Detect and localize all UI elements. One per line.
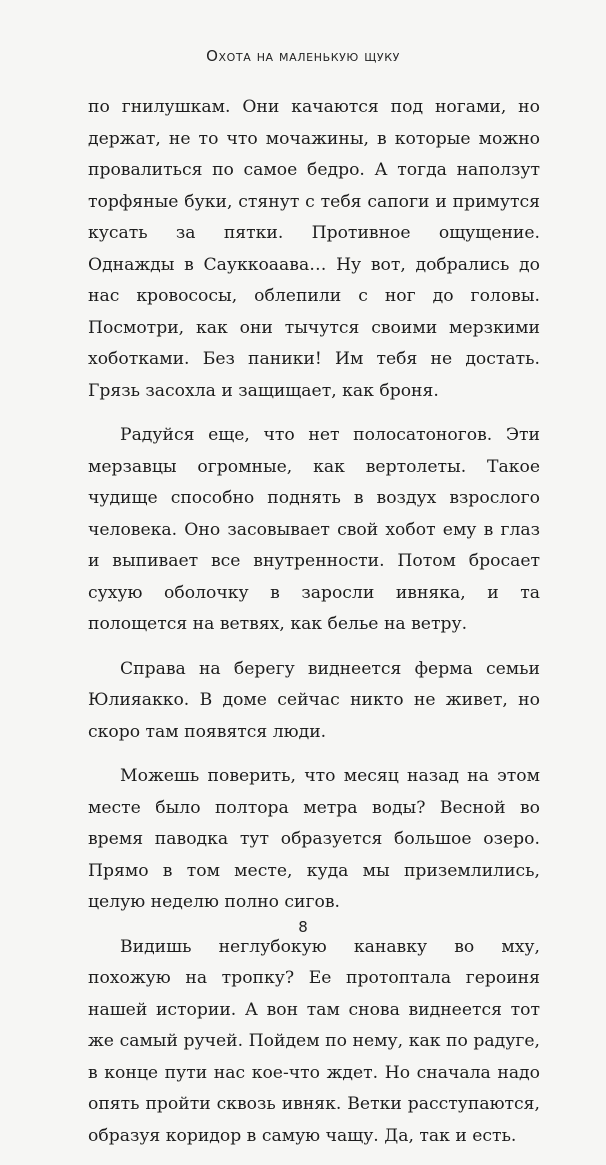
paragraph-1: по гнилушкам. Они качаются под ногами, но держат, не то что мочажины, в которые можно провалиться по самое бедро. А тогда наползут торфяные буки, стянут с тебя сапоги и примутся кусать за пятки. Противное ощущение. Однажды в Сауккоаава… Ну вот, добрались до нас кровососы, облепили с ног до головы. Посмотри, как они тычутся своими мерзкими хоботками. Без паники! Им тебя не достать. Грязь засохла и защищает, как броня. (88, 97, 540, 401)
body-text (88, 92, 540, 1165)
paragraph-2: Радуйся еще, что нет полосатоногов. Эти мерзавцы огромные, как вертолеты. Такое чудище способно поднять в воздух взрослого человека. Оно засовывает свой хобот ему в глаз и выпивает все внутренности. Потом бросает сухую оболочку в заросли ивняка, и та полощется на ветвях, как белье на ветру. (88, 425, 540, 634)
paragraph-5: Видишь неглубокую канавку во мху, похожую на тропку? Ее протоптала героиня нашей истории. А вон там снова виднеется тот же самый ручей. Пойдем по нему, как по радуге, в конце пути нас кое-что ждет. Но сначала надо опять пройти сквозь ивняк. Ветки расступаются, образуя коридор в самую чащу. Да, так и есть. (88, 936, 540, 1146)
running-header: Охота на маленькую щуку (206, 47, 400, 65)
paragraph-3: Справа на берегу виднеется ферма семьи Юлияакко. В доме сейчас никто не живет, но скоро там появятся люди. (88, 658, 540, 742)
page-number: 8 (298, 918, 308, 936)
paragraph-4: Можешь поверить, что месяц назад на этом месте было полтора метра воды? Весной во время паводка тут образуется большое озеро. Прямо в том месте, куда мы приземлились, целую неделю полно сигов. (88, 766, 540, 912)
